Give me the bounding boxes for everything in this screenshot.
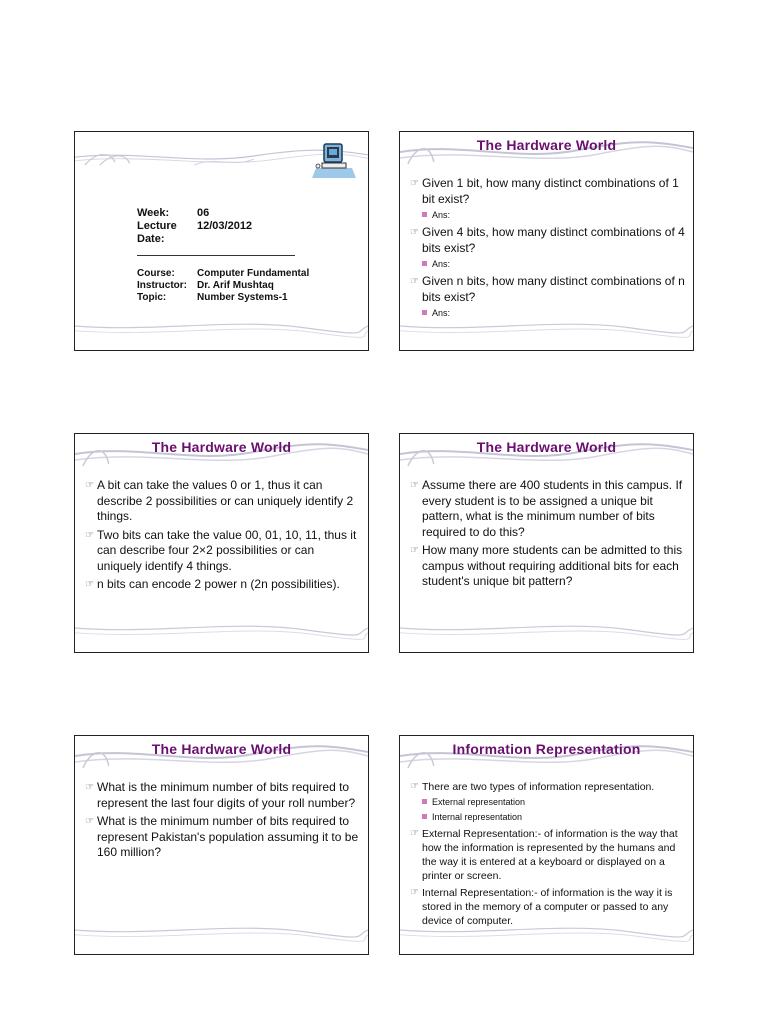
slide-content: [85, 780, 360, 864]
slide-content: [85, 478, 360, 596]
swirl-decoration: [75, 620, 368, 652]
list-item: [85, 478, 360, 525]
sub-item: [410, 209, 685, 221]
item-heading: External Representation:-: [422, 828, 542, 840]
item-text: Given 1 bit, how many distinct combinations of 1 bit exist?: [422, 176, 679, 206]
item-heading: Internal Representation:-: [422, 887, 538, 899]
sub-item: [410, 796, 685, 808]
slide-title-text: The Hardware World: [151, 741, 292, 757]
slide-content: [410, 478, 685, 593]
square-bullet-icon: [422, 310, 427, 315]
item-text: n bits can encode 2 power n (2n possibilities).: [97, 577, 340, 591]
square-bullet-icon: [422, 814, 427, 819]
hand-bullet-icon: ☞: [410, 227, 419, 238]
item-text: How many more students can be admitted to this campus without requiring additional bits for each student's unique bit pattern?: [422, 543, 683, 588]
item-text: What is the minimum number of bits required to represent Pakistan's population assuming it to be 160 million?: [97, 814, 359, 859]
item-text: What is the minimum number of bits required to represent the last four digits of your roll number?: [97, 780, 356, 810]
slide-title-text: The Hardware World: [476, 439, 617, 455]
list-item: [410, 827, 685, 883]
week-value: 06: [197, 207, 210, 219]
item-text: A bit can take the values 0 or 1, thus it can describe 2 possibilities or can uniquely identify 2 things.: [97, 478, 354, 523]
list-item: [410, 274, 685, 305]
instructor-label: Instructor:: [137, 280, 187, 291]
hand-bullet-icon: ☞: [410, 545, 419, 556]
item-text: There are two types of information representation.: [422, 781, 655, 793]
sub-item-text: Ans:: [432, 308, 451, 318]
course-value: Computer Fundamental: [197, 268, 310, 279]
hand-bullet-icon: ☞: [410, 480, 419, 491]
list-item: [410, 543, 685, 590]
computer-icon: [312, 138, 356, 178]
hand-bullet-icon: ☞: [410, 178, 419, 189]
slide-hardware-world-3: [399, 433, 694, 653]
item-text: Two bits can take the value 00, 01, 10, 11, thus it can describe four 2×2 possibilities or can uniquely identify 4 things.: [97, 527, 357, 573]
lecture-info: [137, 207, 309, 304]
week-label: Week:: [137, 207, 170, 219]
hand-bullet-icon: ☞: [85, 529, 94, 541]
item-text: of information is the way it is stored in the memory of a computer or passed to any device of computer.: [422, 887, 673, 927]
swirl-decoration: [75, 922, 368, 954]
swirl-decoration: [75, 318, 368, 350]
list-item: [410, 780, 685, 794]
list-item: [410, 478, 685, 540]
slide-title-text: The Hardware World: [476, 137, 617, 153]
sub-item-text: Ans:: [432, 259, 451, 269]
date-label: Lecture Date:: [137, 220, 177, 245]
sub-item-text: Ans:: [432, 210, 451, 220]
item-text: Given 4 bits, how many distinct combinations of 4 bits exist?: [422, 225, 685, 255]
hand-bullet-icon: ☞: [85, 782, 94, 793]
slide-title-text: The Hardware World: [151, 439, 292, 455]
list-item: [85, 780, 360, 811]
date-value: 12/03/2012: [197, 220, 253, 232]
slide-title: [74, 131, 369, 351]
sub-item: [410, 307, 685, 319]
hand-bullet-icon: ☞: [85, 579, 94, 590]
slide-hardware-world-1: [399, 131, 694, 351]
hand-bullet-icon: ☞: [410, 887, 419, 898]
list-item: [85, 577, 360, 593]
slide-hardware-world-4: [74, 735, 369, 955]
instructor-value: Dr. Arif Mushtaq: [197, 280, 274, 291]
divider: [137, 255, 295, 256]
swirl-decoration: [400, 620, 693, 652]
square-bullet-icon: [422, 212, 427, 217]
square-bullet-icon: [422, 261, 427, 266]
sub-item: [410, 811, 685, 823]
hand-bullet-icon: ☞: [85, 480, 94, 491]
sub-item-text: External representation: [432, 797, 526, 807]
hand-bullet-icon: ☞: [410, 276, 419, 287]
item-text: of information is the way that how the information is represented by the humans and the way it is entered at a keyboard or displayed on a printer or screen.: [422, 828, 678, 882]
slide-information-representation: [399, 735, 694, 955]
slide-title-text: Information Representation: [452, 741, 641, 757]
slide-hardware-world-2: [74, 433, 369, 653]
list-item: [410, 176, 685, 207]
sub-item-text: Internal representation: [432, 812, 523, 822]
item-text: Given n bits, how many distinct combinations of n bits exist?: [422, 274, 685, 304]
hand-bullet-icon: ☞: [410, 828, 419, 839]
course-label: Course:: [137, 268, 175, 279]
topic-value: Number Systems-1: [197, 292, 288, 303]
square-bullet-icon: [422, 799, 427, 804]
list-item: [410, 225, 685, 256]
slide-content: [410, 176, 685, 323]
hand-bullet-icon: ☞: [410, 781, 419, 792]
list-item: [410, 886, 685, 928]
hand-bullet-icon: ☞: [85, 816, 94, 827]
topic-label: Topic:: [137, 292, 167, 303]
list-item: [85, 814, 360, 861]
slide-content: [410, 780, 685, 931]
list-item: [85, 528, 360, 575]
item-text: Assume there are 400 students in this campus. If every student is to be assigned a unique bit pattern, what is the minimum number of bits required to do this?: [422, 478, 683, 539]
sub-item: [410, 258, 685, 270]
